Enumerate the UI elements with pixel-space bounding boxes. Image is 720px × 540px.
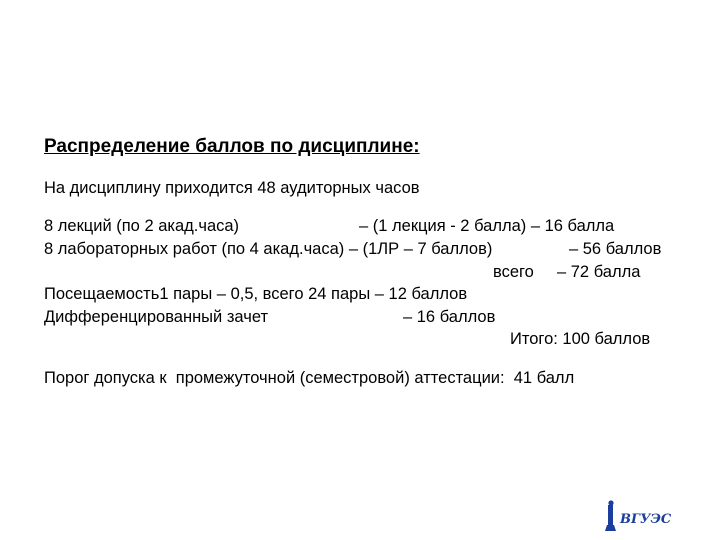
attendance-line: Посещаемость1 пары – 0,5, всего 24 пары – 12 баллов xyxy=(44,285,468,303)
total-line: Итого: 100 баллов xyxy=(510,330,651,348)
lectures-detail: – (1 лекция - 2 балла) – 16 балла xyxy=(359,217,615,235)
subtotal-points: – 72 балла xyxy=(557,263,641,281)
threshold-line: Порог допуска к промежуточной (семестровой) аттестации: 41 балл xyxy=(44,369,575,387)
labs-points: – 56 баллов xyxy=(569,240,662,258)
labs-label: 8 лабораторных работ (по 4 акад.часа) – (1ЛР – 7 баллов) xyxy=(44,240,493,258)
lectures-label: 8 лекций (по 2 акад.часа) xyxy=(44,217,240,235)
university-logo xyxy=(604,500,672,534)
credit-label: Дифференцированный зачет xyxy=(44,308,269,326)
intro-line: На дисциплину приходится 48 аудиторных часов xyxy=(44,179,420,197)
slide-heading: Распределение баллов по дисциплине: xyxy=(44,136,420,157)
logo-text: ВГУЭС xyxy=(620,512,672,527)
subtotal-label: всего xyxy=(493,263,534,281)
credit-points: – 16 баллов xyxy=(403,308,496,326)
